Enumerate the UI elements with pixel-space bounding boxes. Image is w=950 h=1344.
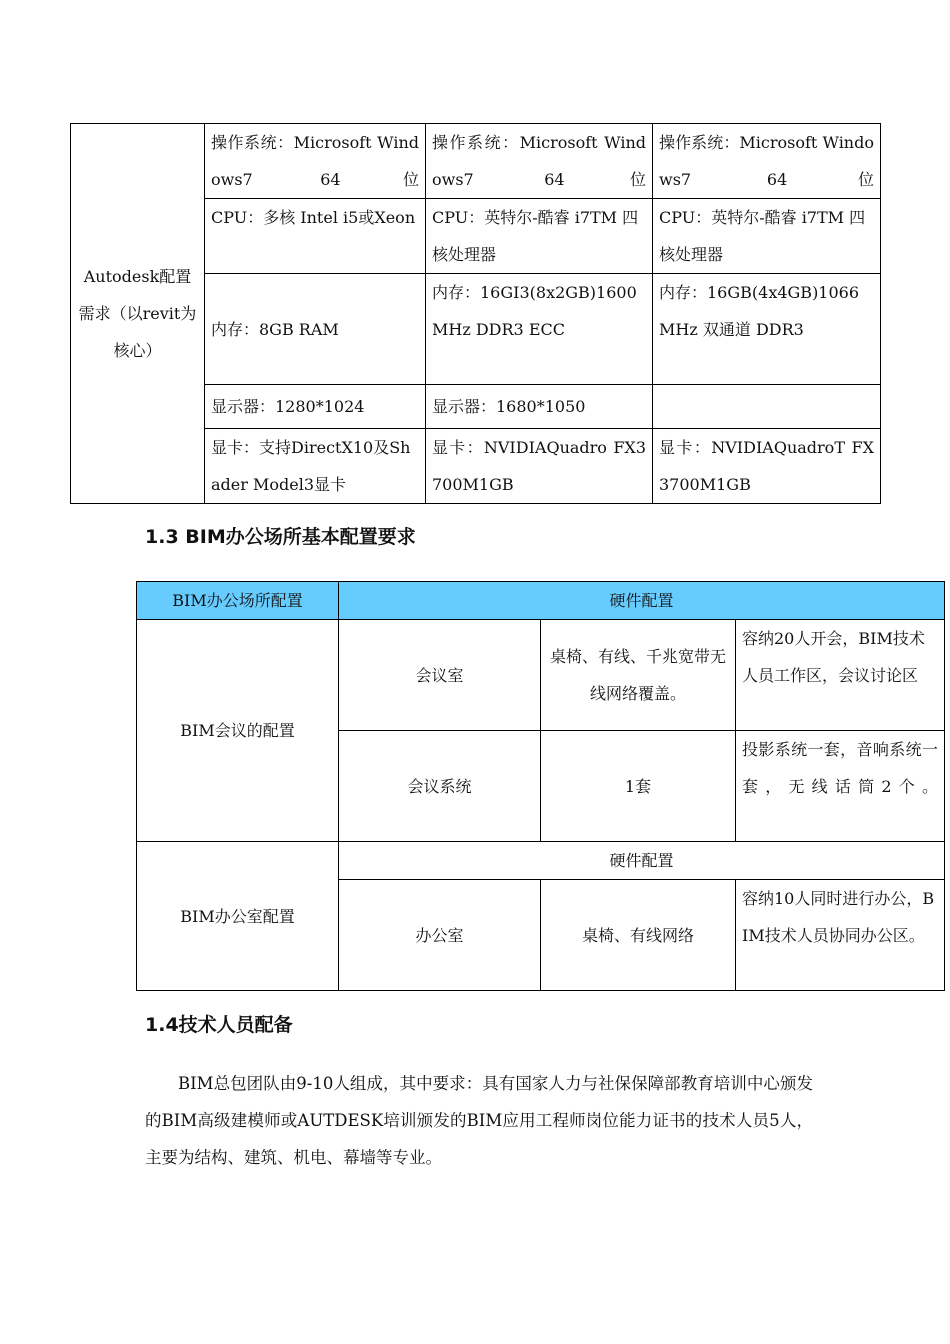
section-heading: 1.3 BIM办公场所基本配置要求 bbox=[145, 526, 416, 548]
table-cell: 容纳10人同时进行办公，BIM技术人员协同办公区。 bbox=[736, 880, 945, 991]
table-cell: 会议系统 bbox=[339, 731, 541, 842]
group-label: BIM办公室配置 bbox=[137, 842, 339, 991]
table-cell: CPU：多核 Intel i5或Xeon bbox=[205, 199, 426, 274]
table-cell: CPU：英特尔-酷睿 i7TM 四核处理器 bbox=[426, 199, 653, 274]
group-label: BIM会议的配置 bbox=[137, 620, 339, 842]
table-cell: 桌椅、有线、千兆宽带无线网络覆盖。 bbox=[541, 620, 736, 731]
table-cell: 显卡：支持DirectX10及Shader Model3显卡 bbox=[205, 429, 426, 504]
table-cell: 会议室 bbox=[339, 620, 541, 731]
autodesk-requirements-table bbox=[70, 123, 881, 504]
table-cell: CPU：英特尔-酷睿 i7TM 四核处理器 bbox=[653, 199, 881, 274]
table-cell bbox=[653, 385, 881, 429]
table-cell: 容纳20人开会，BIM技术人员工作区，会议讨论区 bbox=[736, 620, 945, 731]
autodesk-row-header: Autodesk配置需求（以revit为核心） bbox=[71, 124, 205, 504]
table-cell: 显卡：NVIDIAQuadro FX3700M1GB bbox=[426, 429, 653, 504]
table-cell: 内存：8GB RAM bbox=[205, 274, 426, 385]
table-cell: 办公室 bbox=[339, 880, 541, 991]
table-subheader-cell: 硬件配置 bbox=[339, 842, 945, 880]
table-cell: 桌椅、有线网络 bbox=[541, 880, 736, 991]
body-paragraph: BIM总包团队由9-10人组成，其中要求：具有国家人力与社保保障部教育培训中心颁发的BIM高级建模师或AUTDESK培训颁发的BIM应用工程师岗位能力证书的技术人员5人，主要为结构、建筑、机电、幕墙等专业。 bbox=[145, 1074, 813, 1167]
table-cell: 显卡：NVIDIAQuadroT FX3700M1GB bbox=[653, 429, 881, 504]
table-cell: 操作系统：Microsoft Windows7 64位 bbox=[426, 124, 653, 199]
table-header-cell: 硬件配置 bbox=[339, 582, 945, 620]
table-header-cell: BIM办公场所配置 bbox=[137, 582, 339, 620]
section-heading: 1.4技术人员配备 bbox=[145, 1014, 293, 1036]
table-cell: 1套 bbox=[541, 731, 736, 842]
table-cell: 内存：16GB(4x4GB)1066MHz 双通道 DDR3 bbox=[653, 274, 881, 385]
table-cell: 操作系统：Microsoft Windows7 64位 bbox=[653, 124, 881, 199]
table-cell: 操作系统：Microsoft Windows7 64位 bbox=[205, 124, 426, 199]
table-cell: 显示器：1280*1024 bbox=[205, 385, 426, 429]
table-cell: 内存：16GI3(8x2GB)1600MHz DDR3 ECC bbox=[426, 274, 653, 385]
table-cell: 显示器：1680*1050 bbox=[426, 385, 653, 429]
office-configuration-table bbox=[136, 581, 945, 991]
table-cell: 投影系统一套，音响系统一套，无线话筒2个。 bbox=[736, 731, 945, 842]
